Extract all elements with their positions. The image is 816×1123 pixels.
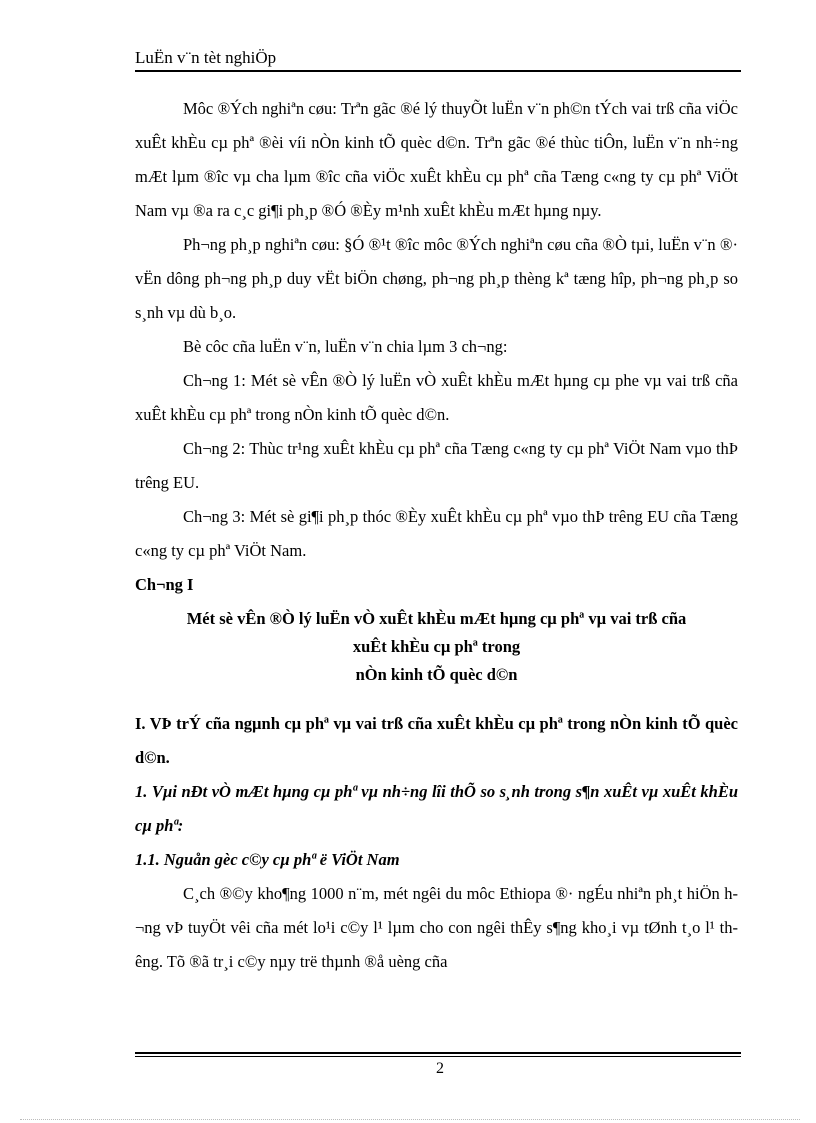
- paragraph-research-purpose: Môc ®Ých nghiªn cøu: Trªn gãc ®é lý thuyÕt luËn v¨n ph©n tÝch vai trß cña viÖc xuÊt khÈu cµ phª ®èi víi nÒn kinh tÕ quèc d©n. Trªn gãc ®é thùc tiÔn, luËn v¨n nh÷ng mÆt lµm ®îc vµ cha lµm ®îc cña viÖc xuÊt khÈu cµ phª cña Tæng c«ng ty cµ phª ViÖt Nam vµ ®a ra c¸c gi¶i ph¸p ®Ó ®Èy m¹nh xuÊt khÈu mÆt hµng nµy.: [135, 99, 738, 220]
- paragraph-research-method: Ph¬ng ph¸p nghiªn cøu: §Ó ®¹t ®îc môc ®Ých nghiªn cøu cña ®Ò tµi, luËn v¨n ®· vËn dông ph¬ng ph¸p duy vËt biÖn chøng, ph¬ng ph¸p thèng kª tæng hîp, ph¬ng ph¸p so s¸nh vµ dù b¸o.: [135, 235, 738, 322]
- paragraph-chapter-3: Ch¬ng 3: Mét sè gi¶i ph¸p thóc ®Èy xuÊt khÈu cµ phª vµo thÞ trêng EU cña Tæng c«ng ty cµ phª ViÖt Nam.: [135, 507, 738, 560]
- page-edge-dotted-line: [20, 1119, 800, 1120]
- header-title: LuËn v¨n tèt nghiÖp: [135, 48, 277, 67]
- subsection-heading-1-1: 1.1. Nguån gèc c©y cµ phª ë ViÖt Nam: [135, 850, 400, 869]
- document-body: [135, 92, 738, 979]
- header-rule: [135, 70, 741, 72]
- paragraph-chapter-2: Ch¬ng 2: Thùc tr¹ng xuÊt khÈu cµ phª cña Tæng c«ng ty cµ phª ViÖt Nam vµo thÞ trêng EU.: [135, 439, 738, 492]
- footer-rule: [135, 1052, 741, 1054]
- section-heading-1: I. VÞ trÝ cña ngµnh cµ phª vµ vai trß cña xuÊt khÈu cµ phª trong nÒn kinh tÕ quèc d©n.: [135, 714, 738, 767]
- subsection-heading-1: 1. Vµi nÐt vÒ mÆt hµng cµ phª vµ nh÷ng lîi thÕ so s¸nh trong s¶n xuÊt vµ xuÊt khÈu cµ phª:: [135, 782, 738, 835]
- chapter-title-line-1: Mét sè vÊn ®Ò lý luËn vÒ xuÊt khÈu mÆt hµng cµ phª vµ vai trß cña: [186, 609, 687, 628]
- chapter-title-line-2: xuÊt khÈu cµ phª trong: [352, 637, 521, 656]
- paragraph-origin: C¸ch ®©y kho¶ng 1000 n¨m, mét ngêi du môc Ethiopa ®· ngÉu nhiªn ph¸t hiÖn h¬ng vÞ tuyÖt vêi cña mét lo¹i c©y l¹ lµm cho con ngêi thÊy s¶ng kho¸i vµ tØnh t¸o l¹ thêng. Tõ ®ã tr¸i c©y nµy trë thµnh ®å uèng cña: [135, 884, 738, 971]
- paragraph-structure: Bè côc cña luËn v¨n, luËn v¨n chia lµm 3 ch¬ng:: [183, 337, 508, 356]
- spacer: [135, 689, 738, 707]
- footer-rule-thin: [135, 1056, 741, 1057]
- chapter-label: Ch¬ng I: [135, 575, 194, 594]
- chapter-title-line-3: nÒn kinh tÕ quèc d©n: [355, 665, 518, 684]
- paragraph-chapter-1: Ch¬ng 1: Mét sè vÊn ®Ò lý luËn vÒ xuÊt khÈu mÆt hµng cµ phe vµ vai trß cña xuÊt khÈu cµ phª trong nÒn kinh tÕ quèc d©n.: [135, 371, 738, 424]
- page-number: 2: [436, 1060, 444, 1077]
